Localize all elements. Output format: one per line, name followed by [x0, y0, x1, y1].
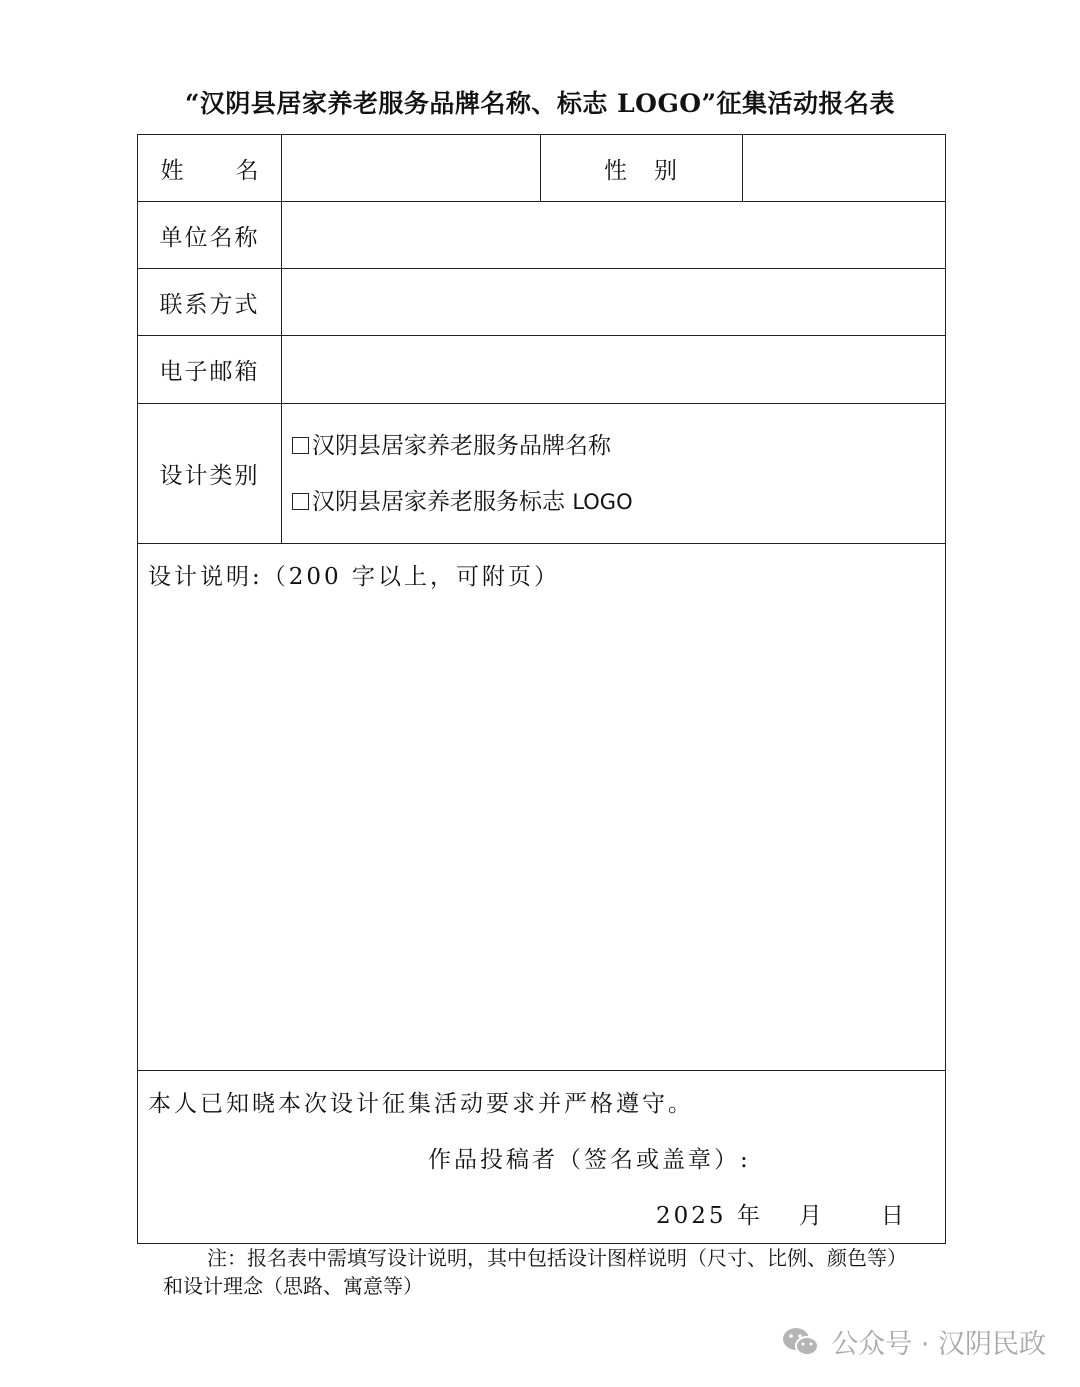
org-field[interactable]	[282, 202, 946, 269]
option-brand-name-label: 汉阴县居家养老服务品牌名称	[312, 432, 611, 459]
name-label-char1: 姓	[160, 157, 184, 184]
option-logo[interactable]	[292, 474, 945, 530]
watermark-text: 公众号 · 汉阴民政	[831, 1329, 1046, 1360]
watermark	[781, 1322, 1046, 1361]
row-contact	[138, 269, 946, 336]
footnote: 注：报名表中需填写设计说明，其中包括设计图样说明（尺寸、比例、颜色等）和设计理念（思路、寓意等）	[163, 1246, 907, 1298]
row-description	[138, 544, 946, 1071]
option-logo-suffix: LOGO	[572, 489, 633, 514]
option-logo-label: 汉阴县居家养老服务标志	[312, 488, 573, 515]
org-label: 单位名称	[138, 202, 282, 269]
signature-label[interactable]: 作品投稿者（签名或盖章）:	[428, 1147, 751, 1173]
name-label-char2: 名	[235, 157, 259, 184]
row-org	[138, 202, 946, 269]
description-field[interactable]	[138, 544, 946, 1071]
contact-field[interactable]	[282, 269, 946, 336]
option-brand-name[interactable]	[292, 418, 945, 474]
date-month: 月	[798, 1203, 825, 1229]
contact-label: 联系方式	[138, 269, 282, 336]
category-label: 设计类别	[138, 404, 282, 544]
declaration-text: 本人已知晓本次设计征集活动要求并严格遵守。	[148, 1091, 694, 1117]
row-category	[138, 404, 946, 544]
email-field[interactable]	[282, 336, 946, 404]
row-name-gender	[138, 135, 946, 202]
description-label: 设计说明:（200 字以上，可附页）	[148, 564, 560, 590]
name-label	[138, 135, 282, 202]
date-day: 日	[880, 1203, 907, 1229]
gender-label: 性 别	[541, 135, 743, 202]
date-year: 2025 年	[656, 1203, 763, 1229]
wechat-icon	[781, 1326, 821, 1358]
row-email	[138, 336, 946, 404]
gender-field[interactable]	[743, 135, 946, 202]
date-line	[656, 1197, 907, 1230]
email-label: 电子邮箱	[138, 336, 282, 404]
registration-form-table	[137, 134, 946, 1244]
checkbox-logo[interactable]	[292, 493, 309, 510]
row-declaration	[138, 1071, 946, 1244]
checkbox-brand-name[interactable]	[292, 437, 309, 454]
name-field[interactable]	[282, 135, 541, 202]
declaration-cell	[138, 1071, 946, 1244]
category-options	[282, 404, 946, 544]
page-title: “汉阴县居家养老服务品牌名称、标志 LOGO”征集活动报名表	[185, 89, 895, 118]
